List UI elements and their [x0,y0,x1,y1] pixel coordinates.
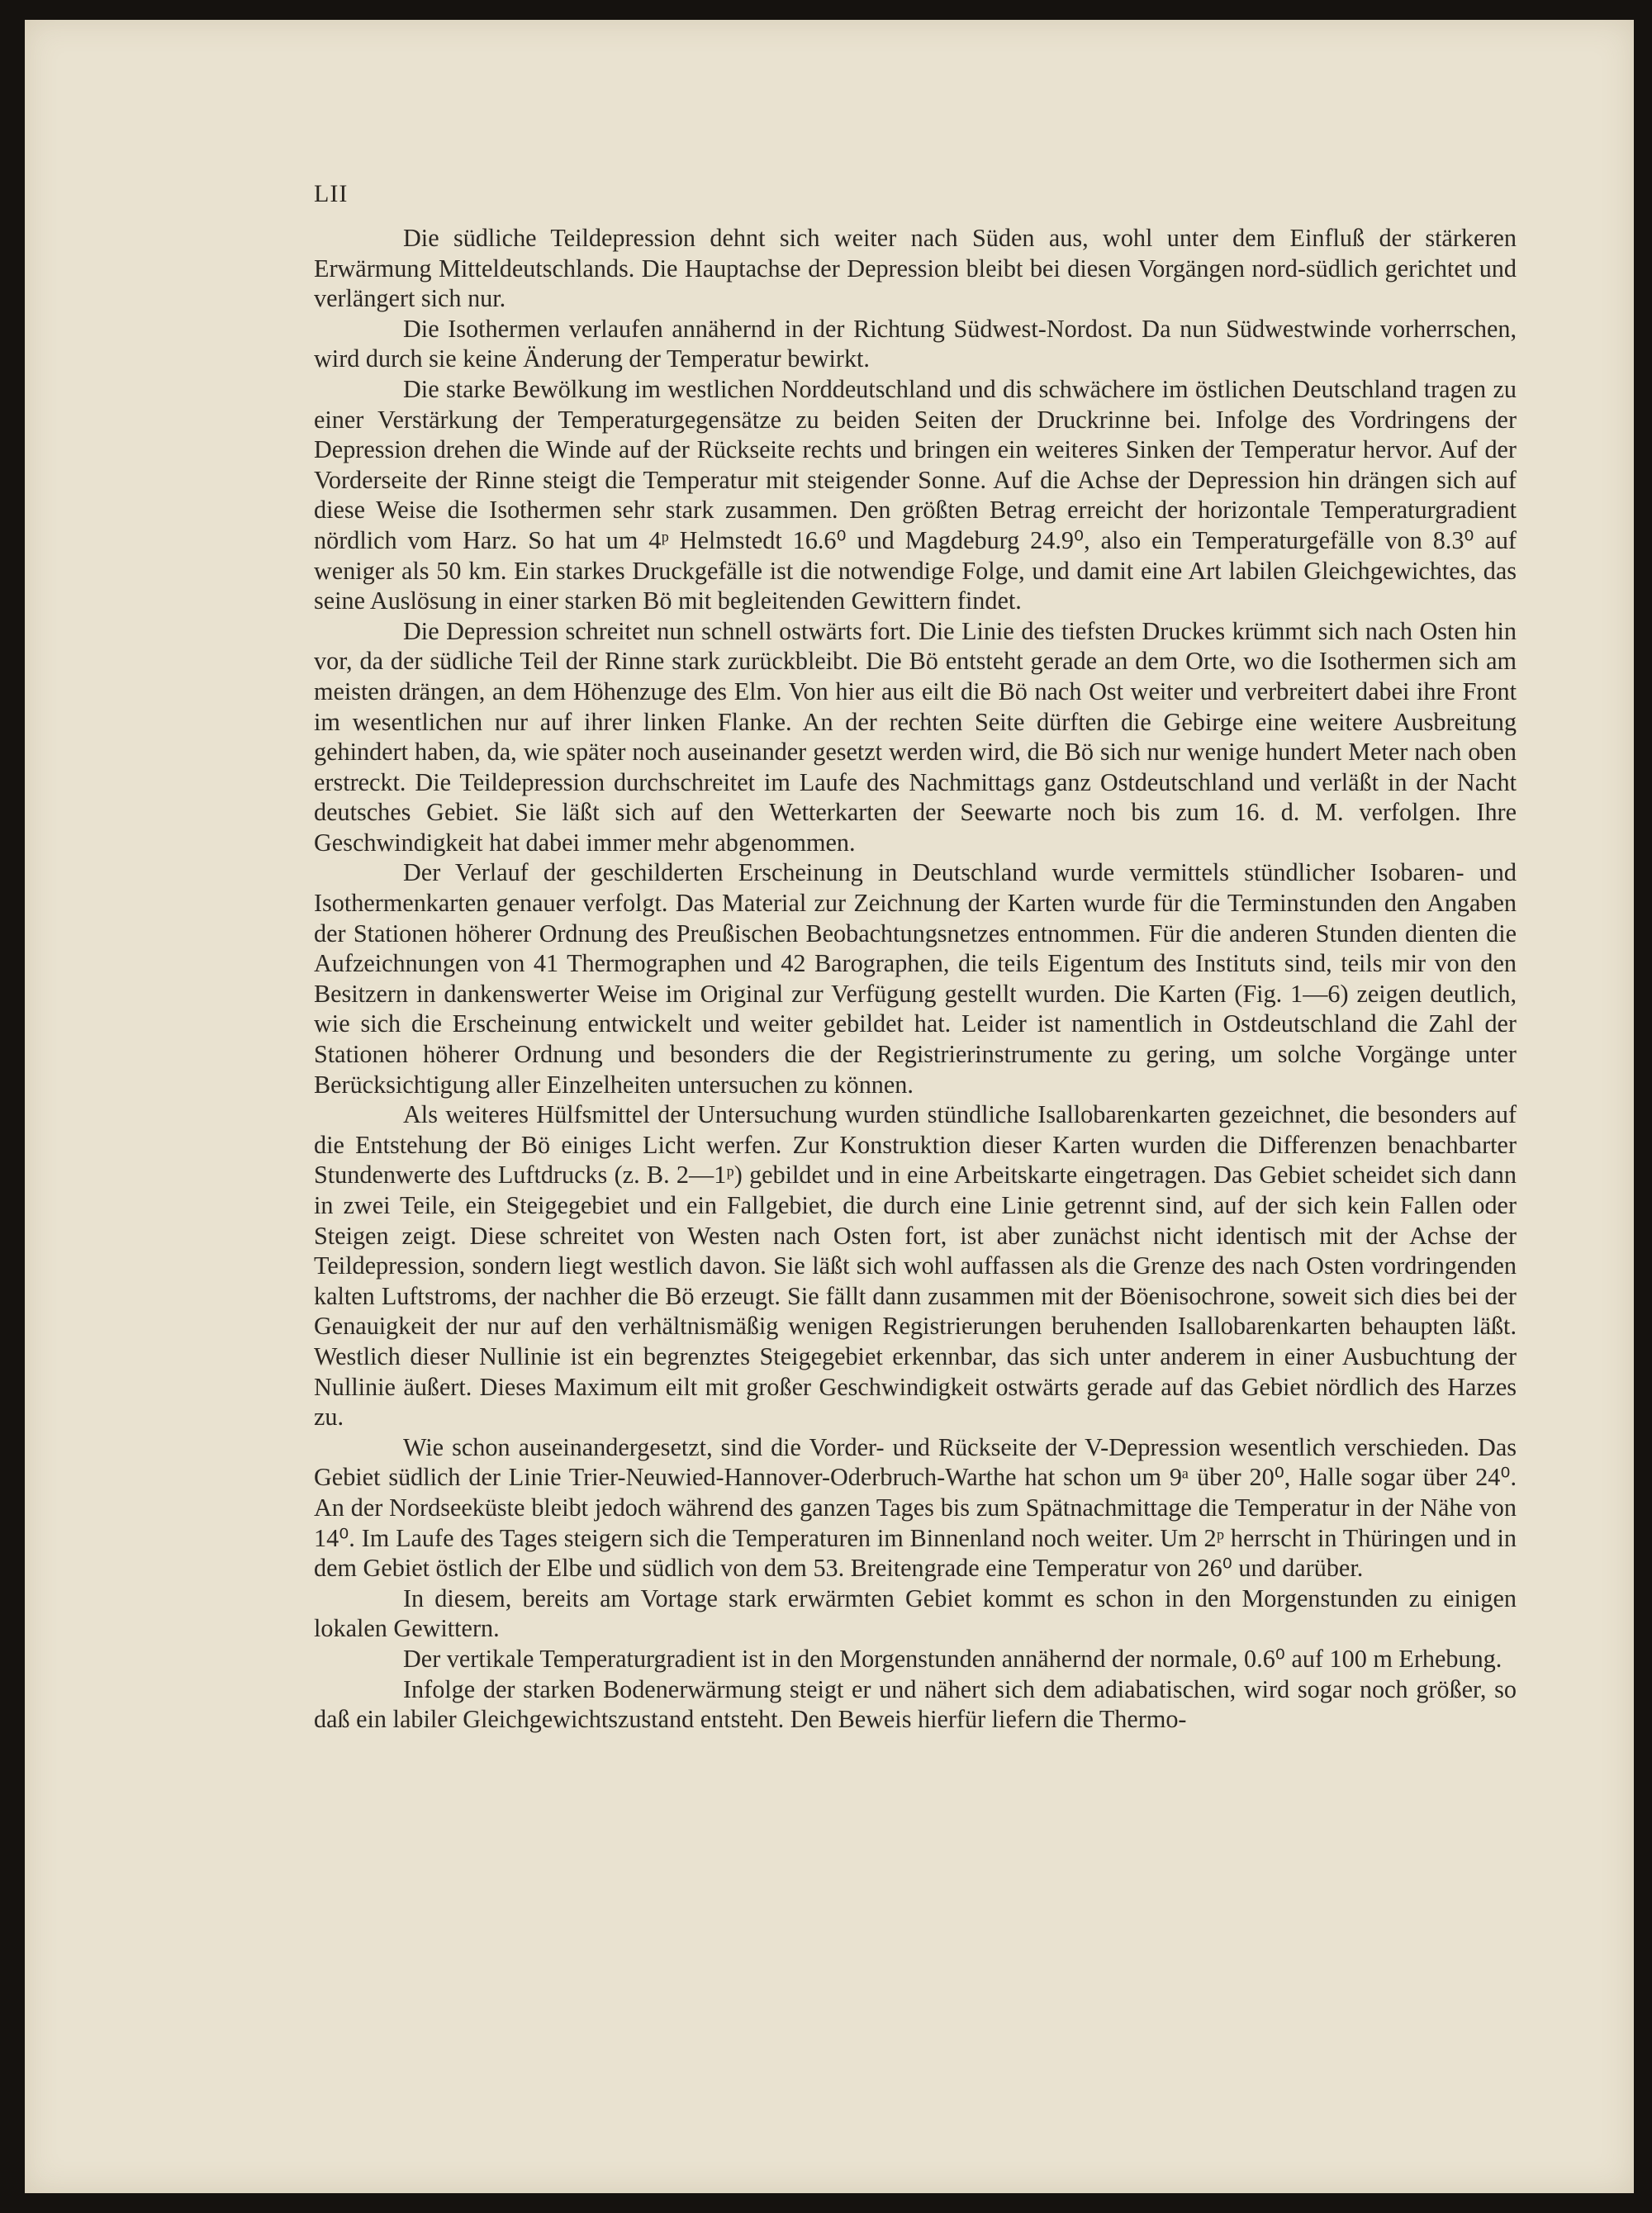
paragraph: Wie schon auseinandergesetzt, sind die Vorder- und Rückseite der V-Depression wesentlich verschieden. Das Gebiet südlich der Linie Trier-Neuwied-Hannover-Oderbruch-Warthe hat schon um 9ᵃ über 20⁰, Halle sogar über 24⁰. An der Nordseeküste bleibt jedoch während des ganzen Tages bis zum Spätnachmittage die Temperatur in der Nähe von 14⁰. Im Laufe des Tages steigern sich die Temperaturen im Binnenland noch weiter. Um 2ᵖ herrscht in Thüringen und in dem Gebiet östlich der Elbe und südlich von dem 53. Breitengrade eine Temperatur von 26⁰ und darüber. [314,1432,1517,1583]
scan-border-top [0,0,1652,20]
paragraph: Die starke Bewölkung im westlichen Norddeutschland und dis schwächere im östlichen Deutschland tragen zu einer Verstärkung der Temperaturgegensätze zu beiden Seiten der Druckrinne bei. Infolge des Vordringens der Depression drehen die Winde auf der Rückseite rechts und bringen ein weiteres Sinken der Temperatur hervor. Auf der Vorderseite der Rinne steigt die Temperatur mit steigender Sonne. Auf die Achse der Depression hin drängen sich auf diese Weise die Isothermen sehr stark zusammen. Den größten Betrag erreicht der horizontale Temperaturgradient nördlich vom Harz. So hat um 4ᵖ Helmstedt 16.6⁰ und Magdeburg 24.9⁰, also ein Temperaturgefälle von 8.3⁰ auf weniger als 50 km. Ein starkes Druckgefälle ist die notwendige Folge, und damit eine Art labilen Gleichgewichtes, das seine Auslösung in einer starken Bö mit begleitenden Gewittern findet. [314,374,1517,615]
paragraph: Der Verlauf der geschilderten Erscheinung in Deutschland wurde vermittels stündlicher Isobaren- und Isothermenkarten genauer verfolgt. Das Material zur Zeichnung der Karten wurde für die Terminstunden den Angaben der Stationen höherer Ordnung des Preußischen Beobachtungsnetzes entnommen. Für die anderen Stunden dienten die Aufzeichnungen von 41 Thermographen und 42 Barographen, die teils Eigentum des Instituts sind, teils mir von den Besitzern in dankenswerter Weise im Original zur Verfügung gestellt wurden. Die Karten (Fig. 1—6) zeigen deutlich, wie sich die Erscheinung entwickelt und weiter gebildet hat. Leider ist namentlich in Ostdeutschland die Zahl der Stationen höherer Ordnung und besonders die der Registrierinstrumente zu gering, um solche Vorgänge unter Berücksichtigung aller Einzelheiten untersuchen zu können. [314,858,1517,1099]
paragraph: Infolge der starken Bodenerwärmung steigt er und nähert sich dem adiabatischen, wird sogar noch größer, so daß ein labiler Gleichgewichtszustand entsteht. Den Beweis hierfür liefern die Thermo- [314,1674,1517,1734]
scan-border-right [1634,0,1652,2213]
scan-border-bottom [0,2193,1652,2213]
paragraph: Der vertikale Temperaturgradient ist in den Morgenstunden annähernd der normale, 0.6⁰ auf 100 m Erhebung. [403,1644,1502,1673]
body-text [314,223,1517,1735]
paragraph: Die südliche Teildepression dehnt sich weiter nach Süden aus, wohl unter dem Einfluß der stärkeren Erwärmung Mitteldeutschlands. Die Hauptachse der Depression bleibt bei diesen Vorgängen nord-südlich gerichtet und verlängert sich nur. [314,224,1517,313]
paragraph: In diesem, bereits am Vortage stark erwärmten Gebiet kommt es schon in den Morgenstunden zu einigen lokalen Gewittern. [314,1584,1517,1643]
paragraph: Als weiteres Hülfsmittel der Untersuchung wurden stündliche Isallobarenkarten gezeichnet, die besonders auf die Entstehung der Bö einiges Licht werfen. Zur Konstruktion dieser Karten wurden die Differenzen benachbarter Stundenwerte des Luftdrucks (z. B. 2—1ᵖ) gebildet und in eine Arbeitskarte eingetragen. Das Gebiet scheidet sich dann in zwei Teile, ein Steigegebiet und ein Fallgebiet, die durch eine Linie getrennt sind, auf der sich kein Fallen oder Steigen zeigt. Diese schreitet von Westen nach Osten fort, ist aber zunächst nicht identisch mit der Achse der Teildepression, sondern liegt westlich davon. Sie läßt sich wohl auffassen als die Grenze des nach Osten vordringenden kalten Luftstroms, der nachher die Bö erzeugt. Sie fällt dann zusammen mit der Böenisochrone, soweit sich dies bei der Genauigkeit der nur auf den verhältnismäßig wenigen Registrierungen beruhenden Isallobarenkarten behaupten läßt. Westlich dieser Nullinie ist ein begrenztes Steigegebiet erkennbar, das sich unter anderem in einer Ausbuchtung der Nullinie äußert. Dieses Maximum eilt mit großer Geschwindigkeit ostwärts gerade auf das Gebiet nördlich des Harzes zu. [314,1100,1517,1432]
scan-border-left [0,0,25,2213]
paragraph: Die Depression schreitet nun schnell ostwärts fort. Die Linie des tiefsten Druckes krümmt sich nach Osten hin vor, da der südliche Teil der Rinne stark zurückbleibt. Die Bö entsteht gerade an dem Orte, wo die Isothermen sich am meisten drängen, an dem Höhenzuge des Elm. Von hier aus eilt die Bö nach Ost weiter und verbreitert dabei ihre Front im wesentlichen nur auf ihrer linken Flanke. An der rechten Seite dürften die Gebirge eine weitere Ausbreitung gehindert haben, da, wie später noch auseinander gesetzt werden wird, die Bö sich nur wenige hundert Meter nach oben erstreckt. Die Teildepression durchschreitet im Laufe des Nachmittags ganz Ostdeutschland und verläßt in der Nacht deutsches Gebiet. Sie läßt sich auf den Wetterkarten der Seewarte noch bis zum 16. d. M. verfolgen. Ihre Geschwindigkeit hat dabei immer mehr abgenommen. [314,616,1517,857]
page-number: LII [314,180,349,207]
paragraph: Die Isothermen verlaufen annähernd in der Richtung Südwest-Nordost. Da nun Südwestwinde vorherrschen, wird durch sie keine Änderung der Temperatur bewirkt. [314,314,1517,373]
